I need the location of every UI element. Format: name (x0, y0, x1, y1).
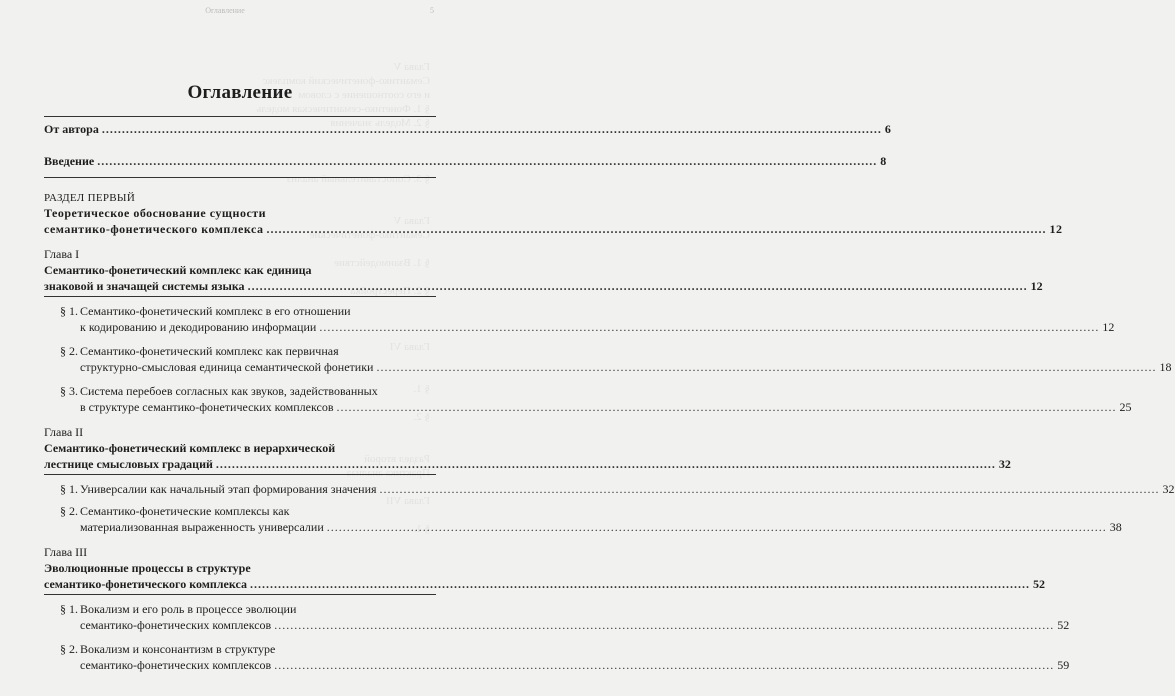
toc-entry-intro[interactable] (44, 153, 887, 169)
chapter-label: Глава II (44, 425, 84, 439)
section-title-line2: материализованная выраженность универсалии (80, 520, 324, 534)
chapter-title-line1: Семантико-фонетический комплекс в иерархической (44, 441, 336, 455)
leader-dots (216, 456, 996, 472)
section-symbol: § 2. (60, 642, 78, 656)
leader-dots (97, 153, 877, 169)
section-title-line1: Универсалии как начальный этап формирования значения (80, 482, 377, 496)
toc-page-number: 52 (1032, 577, 1045, 591)
section-title-line1: Семантико-фонетический комплекс в его отношении (80, 304, 351, 318)
section-symbol: § 3. (60, 384, 78, 398)
section-title-line2: структурно-смысловая единица семантической фонетики (80, 360, 374, 374)
toc-entry-chapter-1[interactable] (44, 278, 1043, 294)
part-label: РАЗДЕЛ ПЕРВЫЙ (44, 192, 136, 204)
running-page-number: 5 (430, 6, 434, 15)
toc-page-number: 8 (880, 154, 887, 168)
toc-page-number: 25 (1119, 400, 1132, 414)
toc-page-number: 32 (998, 457, 1011, 471)
chapter-title-line1: Эволюционные процессы в структуре (44, 561, 251, 575)
leader-dots (266, 221, 1046, 237)
toc-entry-section[interactable] (44, 383, 1132, 415)
toc-entry-chapter-2[interactable] (44, 456, 1011, 472)
toc-page-number: 12 (1102, 320, 1115, 334)
toc-entry-chapter-3[interactable] (44, 576, 1045, 592)
section-title-line1: Вокализм и его роль в процессе эволюции (80, 602, 297, 616)
chapter-title-line1: Семантико-фонетический комплекс как единица (44, 263, 312, 277)
section-symbol: § 1. (60, 482, 78, 496)
section-title-line2: семантико-фонетических комплексов (80, 618, 272, 632)
toc-entry-label: Введение (44, 154, 95, 168)
bleed-through-text: Глава V Семантико-фонетический комплекс и его соотношение с словом § 1. Фонетико-семантическая модель § 2. Модель значения § 3. Сопоставительный анализ Глава V Семантико-фонетические § 1. Взаимодействие § 2. Перестройка Глава VI § 1. § 2. Раздел второй Практика анализа Глава VII § 1. (256, 61, 430, 535)
leader-dots (376, 359, 1156, 375)
chapter-title-line2: лестнице смысловых градаций (44, 457, 213, 471)
chapter-label: Глава I (44, 247, 80, 261)
toc-entry-part[interactable] (44, 221, 1063, 237)
section-symbol: § 1. (60, 602, 78, 616)
leader-dots (319, 319, 1099, 335)
page-title: Оглавление (187, 82, 293, 103)
leader-dots (380, 481, 1160, 497)
toc-page-number: 32 (1162, 482, 1175, 496)
leader-dots (274, 617, 1054, 633)
part-title-line2: семантико-фонетического комплекса (44, 222, 264, 236)
leader-dots (102, 121, 882, 137)
toc-page-number: 38 (1109, 520, 1122, 534)
toc-entry-section[interactable] (44, 481, 1175, 497)
leader-dots (274, 657, 1054, 673)
section-symbol: § 1. (60, 304, 78, 318)
leader-dots (337, 399, 1117, 415)
leader-dots (248, 278, 1028, 294)
section-title-line1: Семантико-фонетические комплексы как (80, 504, 290, 518)
chapter-title-line2: семантико-фонетического комплекса (44, 577, 247, 591)
section-title-line1: Семантико-фонетический комплекс как первичная (80, 344, 339, 358)
section-title-line2: семантико-фонетических комплексов (80, 658, 272, 672)
toc-entry-section[interactable] (44, 641, 1070, 673)
toc-entry-section[interactable] (44, 343, 1172, 375)
section-title-line1: Система перебоев согласных как звуков, задействованных (80, 384, 378, 398)
toc-page-number: 59 (1057, 658, 1070, 672)
part-title-line1: Теоретическое обоснование сущности (44, 206, 267, 220)
section-title-line1: Вокализм и консонантизм в структуре (80, 642, 276, 656)
toc-entry-section[interactable] (44, 601, 1070, 633)
toc-entry-section[interactable] (44, 303, 1115, 335)
section-title-line2: в структуре семантико-фонетических комплексов (80, 400, 334, 414)
chapter-title-line2: знаковой и значащей системы языка (44, 279, 245, 293)
chapter-label: Глава III (44, 545, 88, 559)
toc-page-number: 6 (884, 122, 891, 136)
toc-entry-section[interactable] (44, 503, 1122, 535)
toc-entry-author[interactable] (44, 121, 891, 137)
section-symbol: § 2. (60, 344, 78, 358)
toc-page-number: 12 (1030, 279, 1043, 293)
toc-entry-label: От автора (44, 122, 99, 136)
toc-page-number: 18 (1159, 360, 1172, 374)
table-of-contents (44, 78, 1175, 673)
section-symbol: § 2. (60, 504, 78, 518)
leader-dots (327, 519, 1107, 535)
toc-page-number: 12 (1049, 222, 1063, 236)
section-title-line2: к кодированию и декодированию информации (80, 320, 317, 334)
toc-page-number: 52 (1057, 618, 1070, 632)
running-header: Оглавление (205, 6, 245, 15)
leader-dots (250, 576, 1030, 592)
